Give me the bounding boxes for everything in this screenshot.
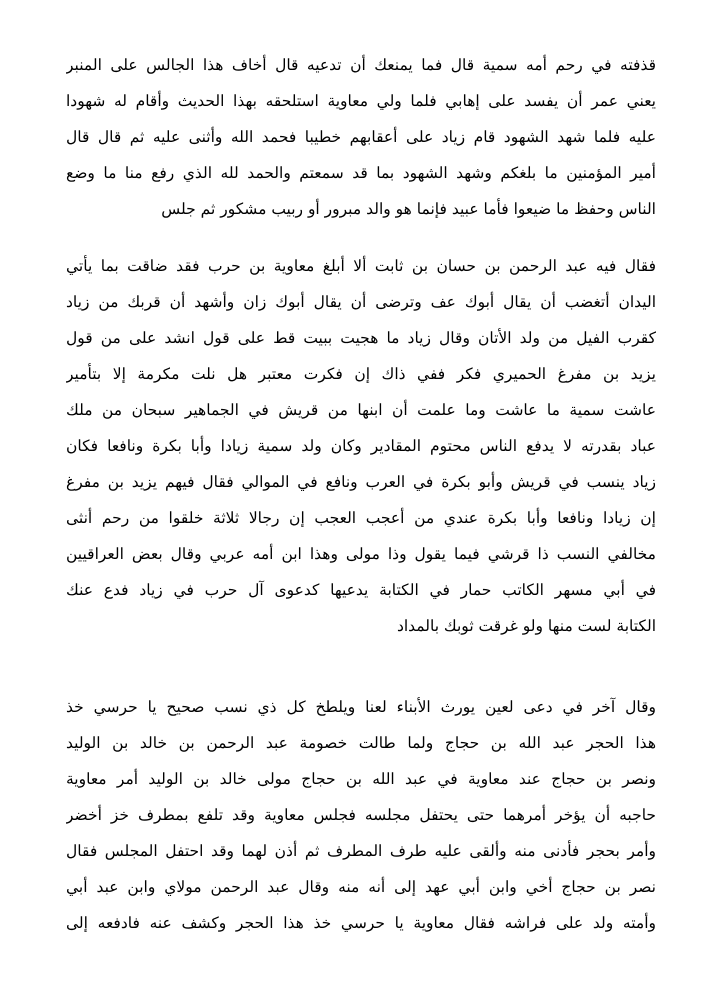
text-line: الناس وحفظ ما ضيعوا فأما عبيد فإنما هو والد مبرور أو ربيب مشكور ثم جلس (161, 200, 656, 218)
paragraph-3 (66, 689, 656, 941)
text-line: يزيد بن مفرغ الحميري فكر ففي ذاك إن فكرت معتبر هل نلت مكرمة إلا بتأمير (66, 365, 656, 383)
paragraph-2 (66, 248, 656, 644)
paragraph-1 (66, 47, 656, 227)
text-line: يعني عمر أن يفسد على إهابي فلما ولي معاوية استلحقه بهذا الحديث وأقام له شهودا (66, 92, 656, 110)
text-line: وقال آخر في دعى لعين يورث الأبناء لعنا ويلطخ كل ذي نسب صحيح يا حرسي خذ (66, 698, 656, 716)
text-line: هذا الحجر عبد الله بن حجاج ولما طالت خصومة عبد الرحمن بن خالد بن الوليد (66, 734, 656, 752)
text-line: الكتابة لست منها ولو غرقت ثوبك بالمداد (396, 617, 656, 635)
text-line: مخالفي النسب ذا قرشي فيما يقول وذا مولى وهذا ابن أمه عربي وقال بعض العراقيين (66, 545, 656, 563)
text-line: وأمته ولد على فراشه فقال معاوية يا حرسي خذ هذا الحجر وكشف عنه فادفعه إلى (66, 914, 656, 932)
text-line: إن زيادا ونافعا وأبا بكرة عندي من أعجب العجب إن رجالا ثلاثة خلقوا من رحم أنثى (66, 509, 656, 527)
text-line: فقال فيه عبد الرحمن بن حسان بن ثابت ألا أبلغ معاوية بن حرب فقد ضاقت بما يأتي (66, 257, 656, 275)
text-line: في أبي مسهر الكاتب حمار في الكتابة يدعيها كدعوى آل حرب في زياد فدع عنك (66, 581, 656, 599)
text-line: حاجبه أن يؤخر أمرهما حتى يحتفل مجلسه فجلس معاوية وقد تلفع بمطرف خز أخضر (66, 806, 656, 824)
text-line: أمير المؤمنين ما بلغكم وشهد الشهود بما قد سمعتم والحمد لله الذي رفع منا ما وضع (66, 164, 656, 182)
text-line: نصر بن حجاج أخي وابن أبي عهد إلى أنه منه وقال عبد الرحمن مولاي وابن عبد أبي (66, 878, 656, 896)
text-line: وأمر بحجر فأدنى منه وألقى عليه طرف المطرف ثم أذن لهما وقد احتفل المجلس فقال (66, 842, 656, 860)
text-line: قذفته في رحم أمه سمية قال فما يمنعك أن تدعيه قال أخاف هذا الجالس على المنبر (66, 56, 656, 74)
text-line: زياد ينسب في قريش وأبو بكرة في العرب ونافع في الموالي فقال فيهم يزيد بن مفرغ (66, 473, 656, 491)
text-line: عباد بقدرته لا يدفع الناس محتوم المقادير وكان ولد سمية زيادا وأبا بكرة ونافعا فكان (66, 437, 656, 455)
text-line: عليه فلما شهد الشهود قام زياد على أعقابهم خطيبا فحمد الله وأثنى عليه ثم قال قال (66, 128, 656, 146)
text-line: كقرب الفيل من ولد الأتان وقال زياد ما هجيت ببيت قط على قول انشد على من قول (66, 329, 656, 347)
text-line: اليدان أتغضب أن يقال أبوك عف وترضى أن يقال أبوك زان وأشهد أن قربك من زياد (66, 293, 656, 311)
text-line: ونصر بن حجاج عند معاوية في عبد الله بن حجاج مولى خالد بن الوليد أمر معاوية (66, 770, 656, 788)
text-line: عاشت سمية ما عاشت وما علمت أن ابنها من قريش في الجماهير سبحان من ملك (66, 401, 656, 419)
